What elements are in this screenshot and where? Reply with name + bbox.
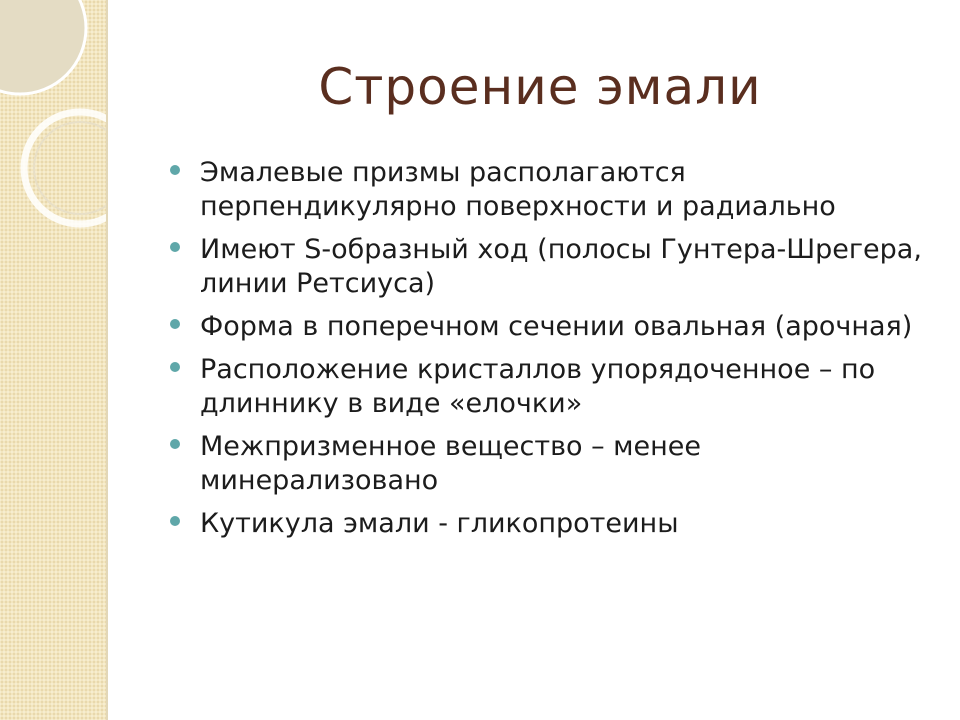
decorative-circles [0,0,106,720]
bullet-icon [170,362,180,372]
decorative-ring-inner [34,122,106,214]
bullet-text: Имеют S-образный ход (полосы Гунтера-Шрегера, линии Ретсиуса) [200,234,922,299]
decorative-side-panel [0,0,108,720]
bullet-text: Эмалевые призмы располагаются перпендикулярно поверхности и радиально [200,157,836,222]
bullet-text: Расположение кристаллов упорядоченное – по длиннику в виде «елочки» [200,354,876,419]
bullet-icon [170,319,180,329]
bullet-text: Форма в поперечном сечении овальная (арочная) [200,311,913,342]
bullet-list [170,156,930,550]
bullet-icon [170,516,180,526]
decorative-circle-large [0,0,86,94]
bullet-icon [170,165,180,175]
list-item [170,507,930,541]
list-item [170,310,930,344]
slide-title: Строение эмали [318,58,762,116]
decorative-ring [24,112,106,224]
bullet-text: Кутикула эмали - гликопротеины [200,508,679,539]
list-item [170,156,930,224]
list-item [170,233,930,301]
bullet-icon [170,242,180,252]
list-item [170,430,930,498]
bullet-icon [170,439,180,449]
list-item [170,353,930,421]
bullet-text: Межпризменное вещество – менее минерализовано [200,431,702,496]
